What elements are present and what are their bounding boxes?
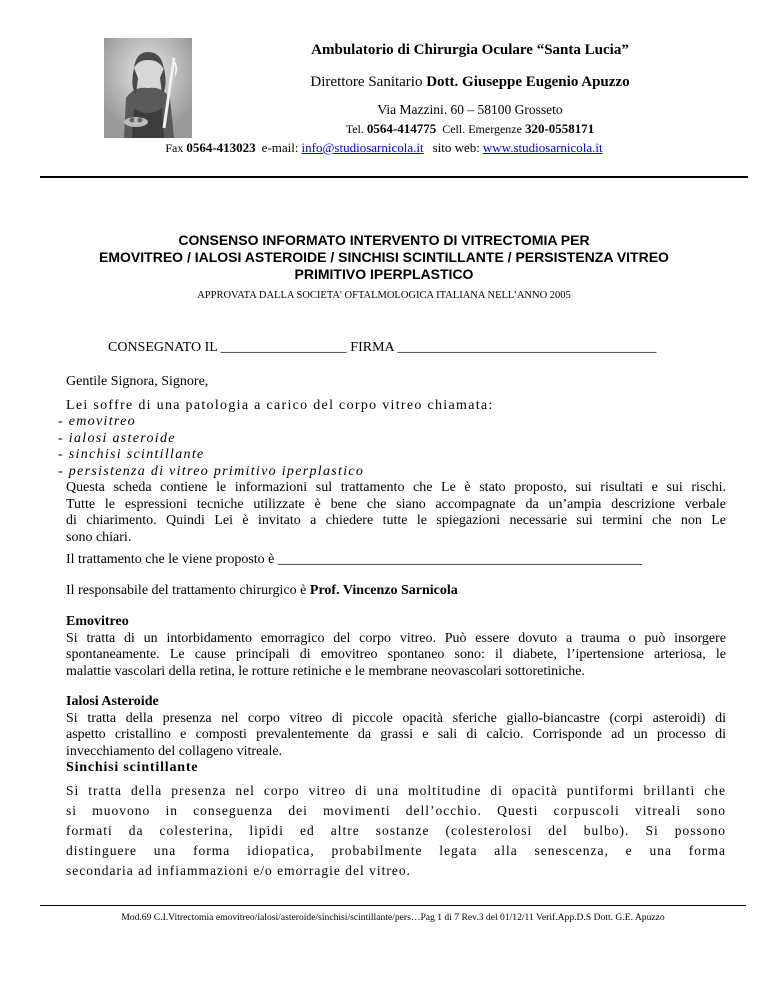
header-divider bbox=[40, 176, 748, 178]
fax-label: Fax bbox=[165, 141, 187, 155]
contact-line bbox=[0, 140, 768, 156]
paragraph-line: si muovono in conseguenza dei movimenti dell’occhio. Questi corpuscoli vitreali sono bbox=[66, 802, 726, 818]
responsible-label: Il responsabile del trattamento chirurgico è bbox=[66, 583, 310, 598]
section-title: Sinchisi scintillante bbox=[66, 760, 199, 775]
paragraph-line: aspetto cristallino e composti prevalentemente da grassi e sali di calcio. Corrisponde ad un processo di bbox=[66, 727, 726, 742]
list-item: - persistenza di vitreo primitivo iperplastico bbox=[58, 463, 365, 479]
section-ialosi bbox=[66, 694, 726, 760]
treatment-line: Il trattamento che le viene proposto è ____________________________________________________ bbox=[66, 552, 642, 567]
paragraph-line: di chiarimento. Quindi Lei è invitato a chiedere tutte le spiegazioni necessarie sui termini che non Le bbox=[66, 513, 726, 528]
tel-number: 0564-414775 bbox=[366, 121, 437, 136]
page-footer: Mod.69 C.I.Vitrectomia emovitreo/ialosi/asteroide/sinchisi/scintillante/pers…Pag 1 di 7 Rev.3 del 01/12/11 Verif.App.D.S Dott. G.E. Apuzzo bbox=[40, 905, 746, 930]
paragraph-line: spontaneamente. Le cause principali di emovitreo spontaneo sono: il diabete, l’ipertensione arteriosa, le bbox=[66, 647, 726, 662]
web-label: sito web: bbox=[432, 140, 480, 155]
greeting: Gentile Signora, Signore, bbox=[66, 374, 209, 389]
email-link[interactable]: info@studiosarnicola.it bbox=[301, 140, 424, 155]
tel-label: Tel. bbox=[345, 122, 367, 136]
clinic-name: Ambulatorio di Chirurgia Oculare “Santa Lucia” bbox=[311, 42, 629, 58]
info-paragraph bbox=[66, 480, 726, 546]
paragraph-line: Si tratta della presenza nel corpo vitreo di piccole opacità sferiche giallo-biancastre (corpi asteroidi) di bbox=[66, 710, 726, 726]
paragraph-line: Si tratta della presenza nel corpo vitreo di una moltitudine di opacità puntiformi brillanti che bbox=[66, 782, 726, 798]
delivery-signature-line: CONSEGNATO IL __________________ FIRMA _____________________________________ bbox=[108, 340, 657, 355]
fax-number: 0564-413023 bbox=[186, 140, 256, 155]
paragraph-line: Tutte le espressioni tecniche utilizzate è bene che siano accompagnate da un’ampia descrizione verbale bbox=[66, 496, 726, 512]
saint-lucia-image bbox=[104, 38, 192, 138]
paragraph-line: malattie vascolari della retina, le rotture retiniche e le membrane neovascolari sottoretiniche. bbox=[66, 663, 585, 679]
paragraph-line: Questa scheda contiene le informazioni sul trattamento che Le è stato proposto, sui risultati e sui rischi. bbox=[66, 480, 726, 495]
paragraph-line: secondaria ad infiammazioni e/o emorragie del vitreo. bbox=[66, 862, 412, 878]
intro-text: Lei soffre di una patologia a carico del corpo vitreo chiamata: bbox=[66, 398, 494, 413]
paragraph-line: invecchiamento del collageno vitreale. bbox=[66, 743, 283, 759]
approval-note: APPROVATA DALLA SOCIETA' OFTALMOLOGICA ITALIANA NELL’ANNO 2005 bbox=[197, 290, 571, 301]
list-item: - sinchisi scintillante bbox=[58, 447, 205, 462]
paragraph-line: formati da colesterina, lipidi ed altre sostanze (colesterolosi del bulbo). Si possono bbox=[66, 822, 726, 838]
address: Via Mazzini. 60 – 58100 Grosseto bbox=[377, 102, 563, 117]
paragraph-line: Si tratta di un intorbidamento emorragico del corpo vitreo. Può essere dovuto a trauma o può insorgere bbox=[66, 630, 726, 646]
phone-line bbox=[270, 121, 670, 137]
document-title bbox=[40, 232, 728, 283]
director-name: Dott. Giuseppe Eugenio Apuzzo bbox=[426, 74, 630, 90]
section-sinchisi bbox=[66, 760, 726, 881]
section-title: Ialosi Asteroide bbox=[66, 694, 159, 709]
responsible-name: Prof. Vincenzo Sarnicola bbox=[309, 583, 458, 598]
title-line-1: CONSENSO INFORMATO INTERVENTO DI VITRECTOMIA PER bbox=[178, 232, 590, 248]
paragraph-line: distinguere una forma idiopatica, probabilmente legata alla senescenza, e una forma bbox=[66, 842, 726, 858]
director-prefix: Direttore Sanitario bbox=[310, 74, 427, 90]
director-line bbox=[270, 74, 670, 91]
list-item: - ialosi asteroide bbox=[58, 430, 176, 446]
section-title: Emovitreo bbox=[66, 614, 129, 629]
paragraph-line: sono chiari. bbox=[66, 529, 132, 545]
website-link[interactable]: www.studiosarnicola.it bbox=[482, 140, 603, 155]
title-line-2: EMOVITREO / IALOSI ASTEROIDE / SINCHISI SCINTILLANTE / PERSISTENZA VITREO bbox=[99, 249, 669, 265]
cell-label: Cell. Emergenze bbox=[442, 122, 525, 136]
title-line-3: PRIMITIVO IPERPLASTICO bbox=[294, 266, 474, 282]
cell-number: 320-0558171 bbox=[524, 121, 595, 136]
responsible-line bbox=[66, 583, 458, 600]
email-label: e-mail: bbox=[261, 140, 299, 155]
list-item: - emovitreo bbox=[58, 414, 136, 429]
section-emovitreo bbox=[66, 614, 726, 680]
condition-list bbox=[58, 414, 364, 480]
